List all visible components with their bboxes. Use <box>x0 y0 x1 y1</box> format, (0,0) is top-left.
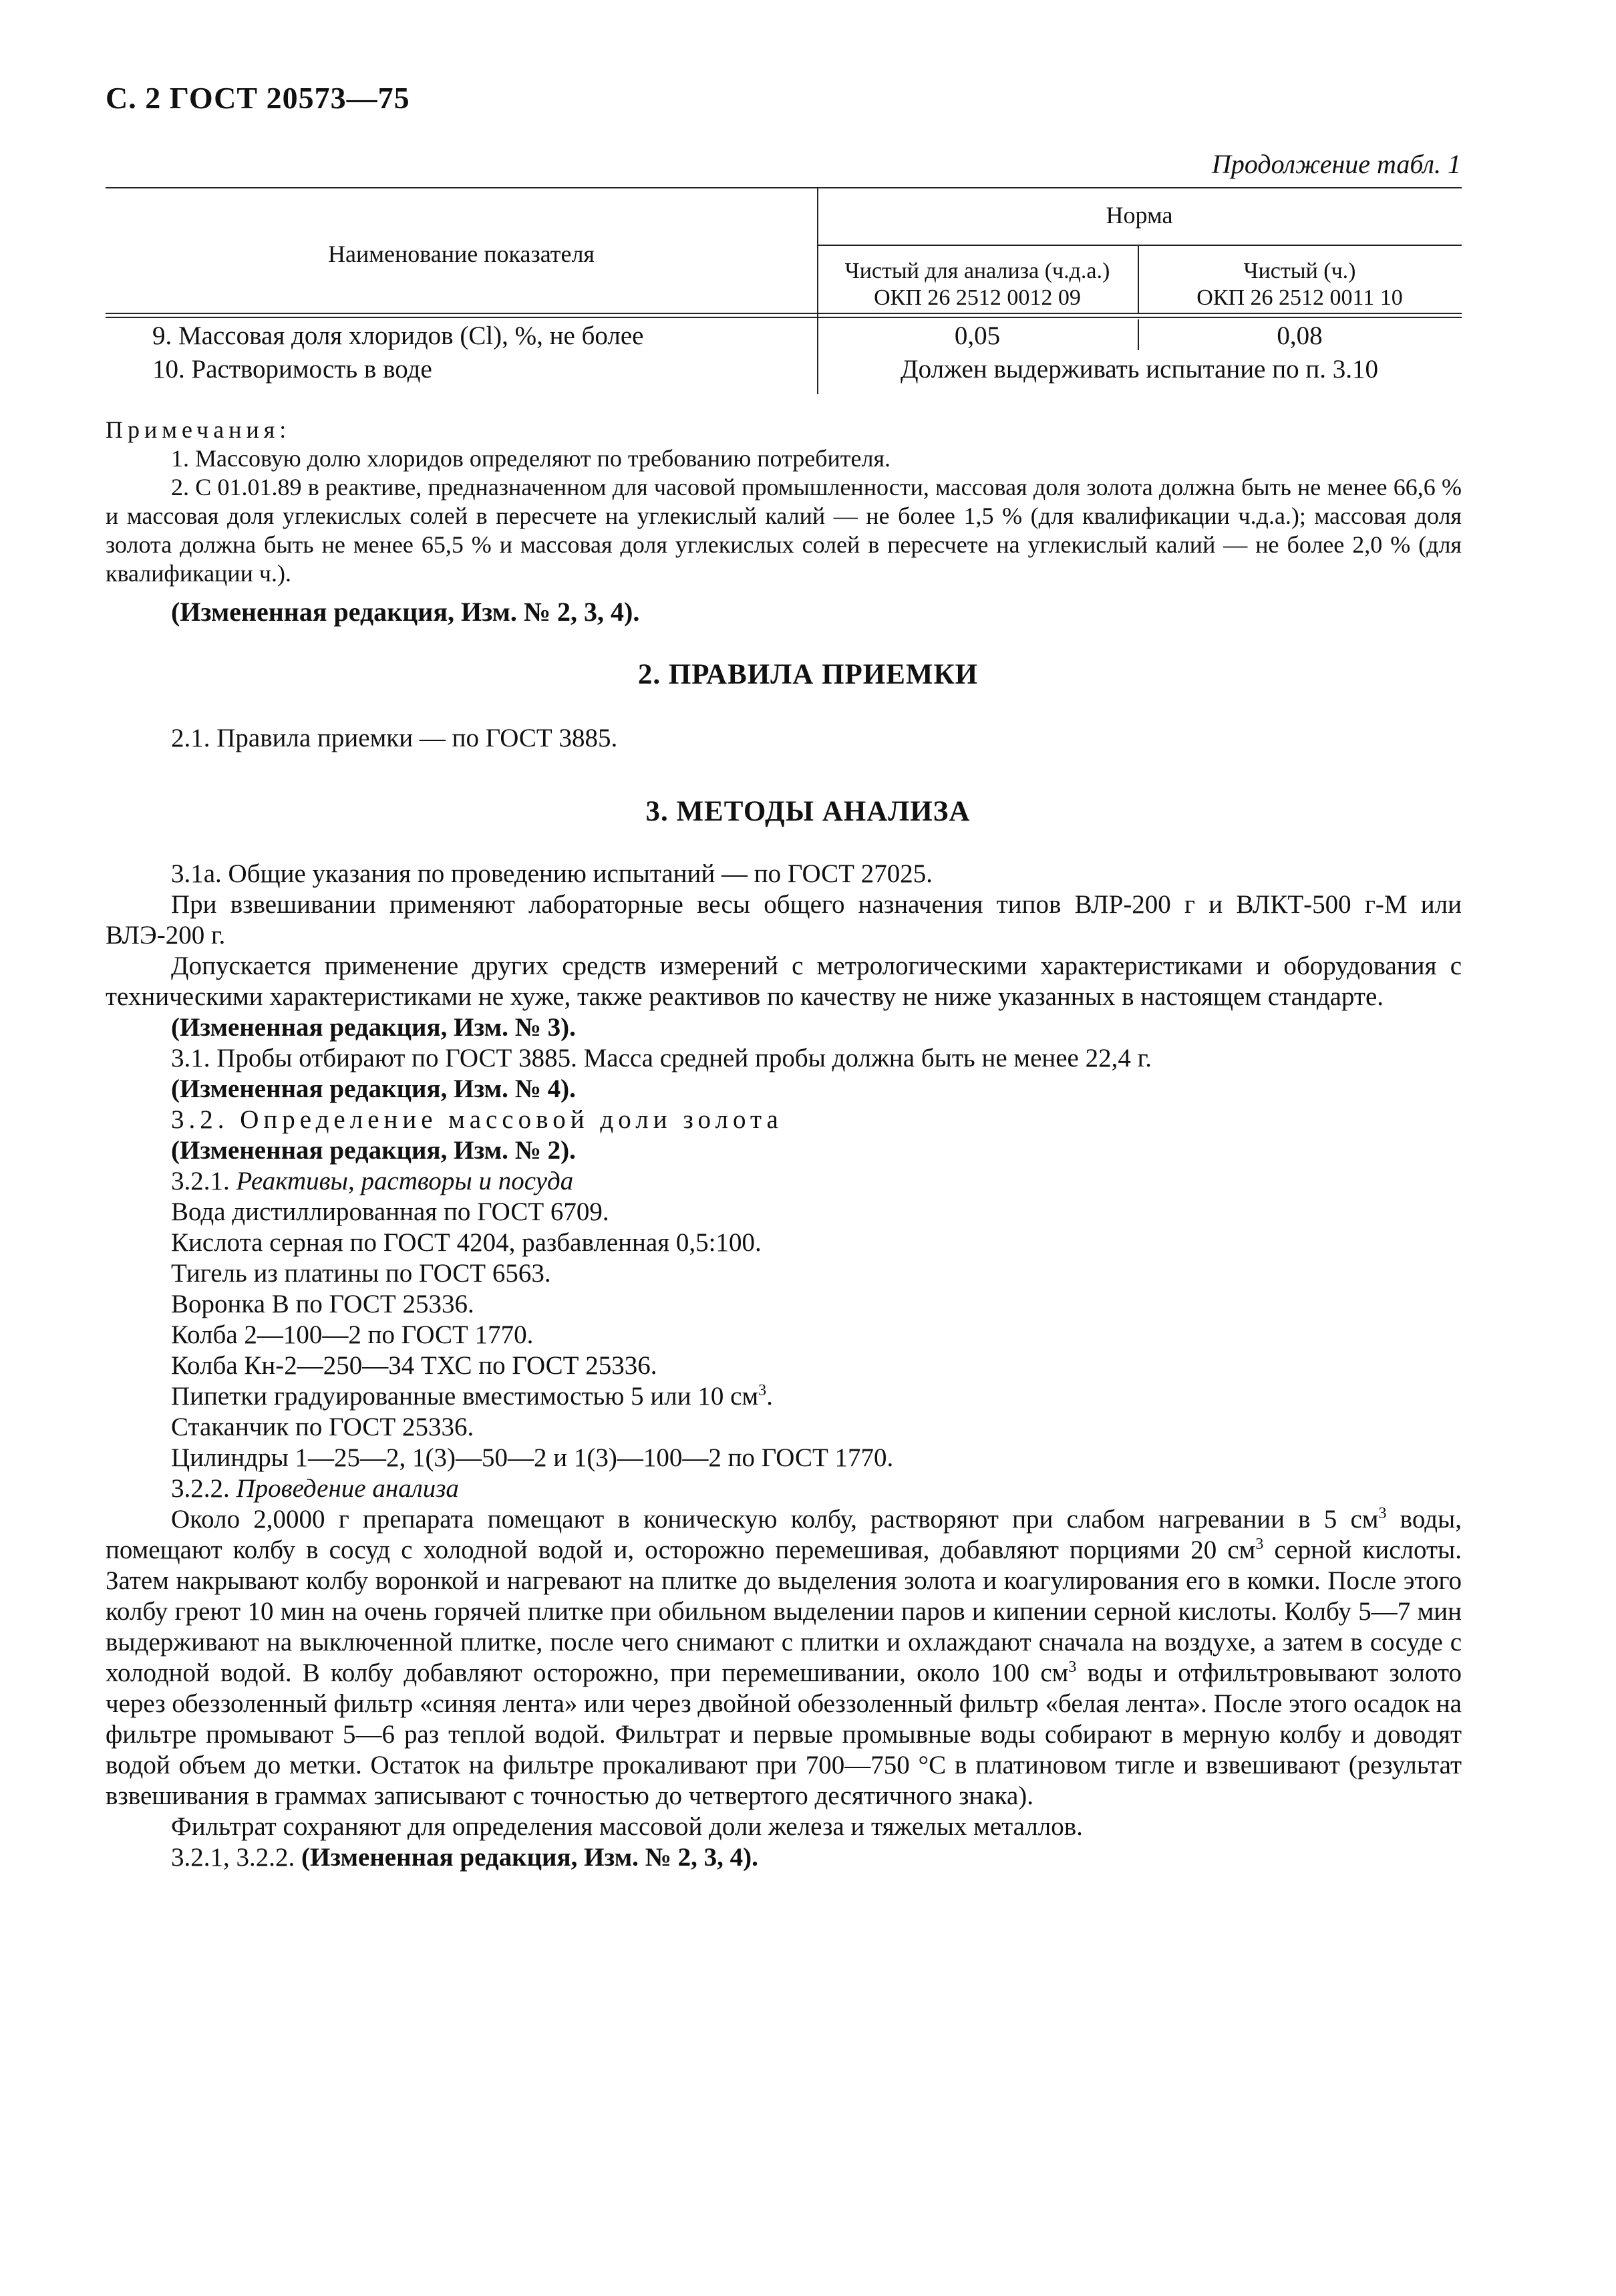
table-continuation-label: Продолжение табл. 1 <box>1211 149 1461 179</box>
reagent-funnel: Воронка В по ГОСТ 25336. <box>171 1290 474 1318</box>
reagent-flask-2: Колба Кн-2—250—34 ТХС по ГОСТ 25336. <box>171 1351 657 1380</box>
col-header-a-title: Чистый для анализа (ч.д.а.) <box>844 259 1110 283</box>
col-header-a-code: ОКП 26 2512 0012 09 <box>874 285 1081 310</box>
col-header-a <box>817 258 1138 311</box>
paragraph-3-2-2-title: Проведение анализа <box>236 1474 459 1503</box>
reagent-cylinders: Цилиндры 1—25—2, 1(3)—50—2 и 1(3)—100—2 по ГОСТ 1770. <box>171 1443 894 1472</box>
analysis-sup-3: 3 <box>1068 1659 1077 1676</box>
note-1: 1. Массовую долю хлоридов определяют по требованию потребителя. <box>171 445 891 472</box>
paragraph-3-2-2 <box>106 1473 1462 1504</box>
table-notes <box>106 416 1462 626</box>
analysis-sup-1: 3 <box>1378 1505 1387 1522</box>
col-header-b-code: ОКП 26 2512 0011 10 <box>1196 285 1403 310</box>
col-header-name: Наименование показателя <box>328 241 595 267</box>
table-row-9-a: 0,05 <box>954 321 1001 350</box>
reagent-acid: Кислота серная по ГОСТ 4204, разбавленная 0,5:100. <box>171 1228 762 1257</box>
page-header: С. 2 ГОСТ 20573—75 <box>106 81 410 115</box>
table-row-9-name: 9. Массовая доля хлоридов (Cl), %, не более <box>152 321 644 350</box>
col-header-b <box>1138 258 1462 311</box>
paragraph-filtrate: Фильтрат сохраняют для определения массовой доли железа и тяжелых металлов. <box>171 1812 1083 1841</box>
paragraph-final-revision <box>106 1842 1462 1873</box>
paragraph-3-2-1-number: 3.2.1. <box>171 1167 230 1195</box>
final-ref: 3.2.1, 3.2.2. <box>171 1843 301 1872</box>
table-row-10-merged: Должен выдерживать испытание по п. 3.10 <box>901 355 1378 384</box>
paragraph-3-2-1 <box>106 1166 1462 1197</box>
revision-2: (Измененная редакция, Изм. № 2). <box>171 1136 576 1165</box>
pipettes-end: . <box>766 1382 773 1411</box>
revision-4: (Измененная редакция, Изм. № 4). <box>171 1074 576 1103</box>
revision-3: (Измененная редакция, Изм. № 3). <box>171 1013 576 1042</box>
pipettes-text: Пипетки градуированные вместимостью 5 или 10 см <box>171 1382 759 1411</box>
note-2: 2. С 01.01.89 в реактиве, предназначенном для часовой промышленности, массовая доля золота должна быть не менее 66,6 % и массовая доля углекислых солей в пересчете на углекислый калий — не более 1,5 % (для квалификации ч.д.а.); массовая доля золота должна быть не менее 65,5 % и массовая доля углекислых солей в пересчете на углекислый калий — не более 2,0 % (для квалификации ч.). <box>106 474 1462 587</box>
analysis-sup-2: 3 <box>1255 1536 1264 1553</box>
paragraph-3-1: 3.1. Пробы отбирают по ГОСТ 3885. Масса средней пробы должна быть не менее 22,4 г. <box>171 1044 1152 1072</box>
reagent-flask-1: Колба 2—100—2 по ГОСТ 1770. <box>171 1320 534 1349</box>
analysis-part-4: воды и отфильтровывают золото через обеззоленный фильтр «синяя лента» или через двойной обеззоленный фильтр «белая лента». После этого осадок на фильтре промывают 5—6 раз теплой водой. Фильтрат и первые промывные воды собирают в мерную колбу и доводят водой объем до метки. Остаток на фильтре прокаливают при 700—750 °С в платиновом тигле и взвешивают (результат взвешивания в граммах записывают с точностью до четвертого десятичного знака). <box>106 1659 1462 1810</box>
paragraph-analysis <box>106 1504 1462 1812</box>
reagent-glass: Стаканчик по ГОСТ 25336. <box>171 1413 474 1441</box>
section-2-title: 2. ПРАВИЛА ПРИЕМКИ <box>637 659 979 690</box>
reagent-water: Вода дистиллированная по ГОСТ 6709. <box>171 1197 609 1226</box>
specification-table <box>106 187 1462 388</box>
paragraph-3-2-1-title: Реактивы, растворы и посуда <box>236 1167 574 1195</box>
col-header-b-title: Чистый (ч.) <box>1243 259 1356 283</box>
reagent-pipettes <box>106 1381 1462 1412</box>
section-3-text <box>106 859 1462 1873</box>
notes-revision: (Измененная редакция, Изм. № 2, 3, 4). <box>171 597 640 627</box>
paragraph-weighing: При взвешивании применяют лабораторные весы общего назначения типов ВЛР-200 г и ВЛКТ-500 г-М или ВЛЭ-200 г. <box>106 890 1462 950</box>
section-2-text <box>106 723 1462 754</box>
paragraph-3-2: 3.2. Определение массовой доли золота <box>171 1105 783 1134</box>
table-row-9-b: 0,08 <box>1277 321 1323 350</box>
paragraph-3-1a: 3.1а. Общие указания по проведению испытаний — по ГОСТ 27025. <box>171 859 933 888</box>
paragraph-3-2-2-number: 3.2.2. <box>171 1474 230 1503</box>
notes-title: Примечания: <box>106 416 291 443</box>
reagent-crucible: Тигель из платины по ГОСТ 6563. <box>171 1259 551 1288</box>
final-revision: (Измененная редакция, Изм. № 2, 3, 4). <box>301 1843 758 1872</box>
analysis-part-3: серной кислоты. Затем накрывают колбу воронкой и нагревают на плитке до выделения золота и коагулирования его в комки. После этого колбу греют 10 мин на очень горячей плитке при обильном выделении паров и кипении серной кислоты. Колбу 5—7 мин выдерживают на выключенной плитке, после чего снимают с плитки и охлаждают сначала на воздухе, а затем в сосуде с холодной водой. В колбу добавляют осторожно, при перемешивании, около 100 см <box>106 1536 1462 1687</box>
paragraph-allowance: Допускается применение других средств измерений с метрологическими характеристиками и оборудования с техническими характеристиками не хуже, также реактивов по качеству не ниже указанных в настоящем стандарте. <box>106 952 1462 1011</box>
analysis-part-2: воды, помещают колбу в сосуд с холодной водой и, осторожно перемешивая, добавляют порциями 20 см <box>106 1505 1462 1564</box>
paragraph-2-1: 2.1. Правила приемки — по ГОСТ 3885. <box>171 724 618 752</box>
section-3-title: 3. МЕТОДЫ АНАЛИЗА <box>645 796 971 827</box>
col-header-norm: Норма <box>1106 202 1173 229</box>
analysis-part-1: Около 2,0000 г препарата помещают в коническую колбу, растворяют при слабом нагревании в 5 см <box>171 1505 1379 1534</box>
table-row-10-name: 10. Растворимость в воде <box>152 355 432 384</box>
pipettes-sup: 3 <box>758 1382 767 1399</box>
